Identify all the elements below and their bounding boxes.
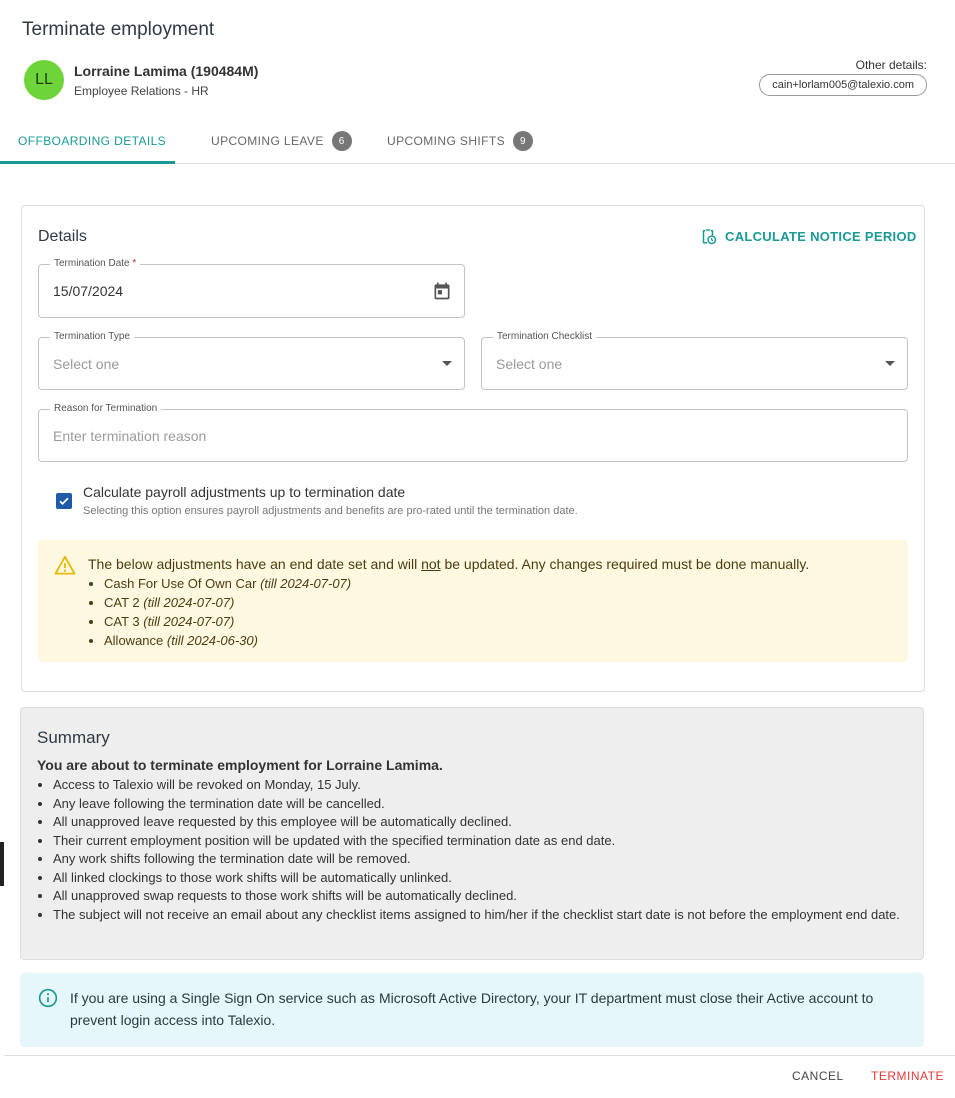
list-item: • All linked clockings to those work shifts will be automatically unlinked. xyxy=(53,869,903,888)
list-item: • Cash For Use Of Own Car (till 2024-07-07) xyxy=(104,574,351,593)
termination-type-label: Termination Type xyxy=(50,331,134,342)
summary-lead: You are about to terminate employment for Lorraine Lamima. xyxy=(37,757,443,773)
dialog-title: Terminate employment xyxy=(22,19,215,40)
employee-department: Employee Relations - HR xyxy=(74,84,209,98)
left-edge-bar xyxy=(0,842,4,886)
payroll-adjustments-label[interactable]: Calculate payroll adjustments up to termination date xyxy=(83,484,406,500)
warning-icon xyxy=(54,555,76,575)
sso-info-banner xyxy=(20,973,924,1047)
cancel-button[interactable]: CANCEL xyxy=(792,1069,844,1083)
other-details-label: Other details: xyxy=(855,58,927,72)
list-item: • CAT 2 (till 2024-07-07) xyxy=(104,593,351,612)
summary-title: Summary xyxy=(37,728,110,747)
termination-date-value: 15/07/2024 xyxy=(53,283,124,299)
calculate-notice-period-button[interactable] xyxy=(699,226,917,246)
tab-upcoming-shifts[interactable] xyxy=(387,118,533,164)
list-item: • All unapproved swap requests to those work shifts will be automatically declined. xyxy=(53,887,903,906)
list-item: • Allowance (till 2024-06-30) xyxy=(104,631,351,650)
summary-panel xyxy=(20,707,924,960)
list-item: • The subject will not receive an email about any checklist items assigned to him/her if the checklist start date is not before the employment end date. xyxy=(53,906,903,925)
tab-label: OFFBOARDING DETAILS xyxy=(18,134,167,148)
warning-message: The below adjustments have an end date set and will not be updated. Any changes required must be done manually. xyxy=(88,556,810,572)
avatar: LL xyxy=(24,60,64,100)
clipboard-clock-icon xyxy=(699,227,717,245)
payroll-adjustments-hint: Selecting this option ensures payroll adjustments and benefits are pro-rated until the termination date. xyxy=(83,505,578,517)
dropdown-arrow-icon xyxy=(885,338,895,389)
check-icon xyxy=(58,495,70,507)
list-item: • Any work shifts following the termination date will be removed. xyxy=(53,850,903,869)
list-item: • Any leave following the termination date will be cancelled. xyxy=(53,795,903,814)
termination-date-label: Termination Date * xyxy=(50,258,140,269)
termination-type-placeholder: Select one xyxy=(53,355,120,372)
summary-list xyxy=(53,776,903,924)
termination-checklist-label: Termination Checklist xyxy=(493,331,596,342)
adjustments-warning xyxy=(38,540,908,662)
calculate-notice-period-label: CALCULATE NOTICE PERIOD xyxy=(725,228,917,244)
list-item: • All unapproved leave requested by this employee will be automatically declined. xyxy=(53,813,903,832)
adjustments-list xyxy=(104,574,351,650)
tab-label: UPCOMING LEAVE xyxy=(211,134,324,148)
termination-checklist-select[interactable] xyxy=(481,331,908,390)
dropdown-arrow-icon xyxy=(442,338,452,389)
sso-info-text: If you are using a Single Sign On service such as Microsoft Active Directory, your IT department must close their Active account to prevent login access into Talexio. xyxy=(70,990,874,1028)
info-icon xyxy=(38,988,58,1008)
termination-reason-input[interactable] xyxy=(38,403,908,462)
count-badge: 9 xyxy=(513,131,533,151)
payroll-adjustments-checkbox[interactable] xyxy=(56,493,72,509)
termination-reason-label: Reason for Termination xyxy=(50,403,161,414)
termination-date-field[interactable] xyxy=(38,258,465,318)
footer-divider xyxy=(4,1055,955,1056)
count-badge: 6 xyxy=(332,131,352,151)
details-title: Details xyxy=(38,228,87,245)
list-item: • Access to Talexio will be revoked on Monday, 15 July. xyxy=(53,776,903,795)
termination-type-select[interactable] xyxy=(38,331,465,390)
list-item: • Their current employment position will be updated with the specified termination date as end date. xyxy=(53,832,903,851)
termination-checklist-placeholder: Select one xyxy=(496,355,563,372)
email-chip[interactable]: cain+lorlam005@talexio.com xyxy=(759,74,927,96)
calendar-icon[interactable] xyxy=(432,265,452,317)
tab-label: UPCOMING SHIFTS xyxy=(387,134,506,148)
tab-offboarding-details[interactable] xyxy=(18,118,166,164)
termination-reason-placeholder: Enter termination reason xyxy=(53,427,207,444)
tab-bar xyxy=(0,118,955,164)
terminate-button[interactable]: TERMINATE xyxy=(871,1069,944,1083)
employee-name: Lorraine Lamima (190484M) xyxy=(74,63,259,79)
active-tab-indicator xyxy=(0,161,175,164)
list-item: • CAT 3 (till 2024-07-07) xyxy=(104,612,351,631)
tab-upcoming-leave[interactable] xyxy=(211,118,352,164)
